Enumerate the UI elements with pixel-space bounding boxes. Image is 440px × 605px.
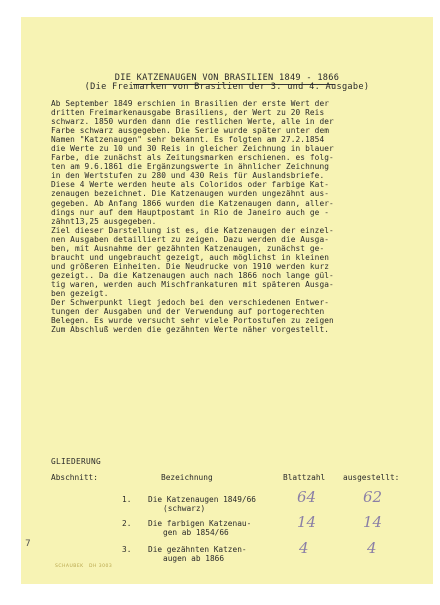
body-line: Namen "Katzenaugen" sehr bekannt. Es folgten am 27.2.1854 <box>51 135 325 145</box>
body-line: in den Wertstufen zu 280 und 430 Reis für Auslandsbriefe. <box>51 171 325 181</box>
handwritten-ausgestellt: 62 <box>363 488 383 506</box>
body-line: Farbe, die zunächst als Zeitungsmarken erschienen. es folg- <box>51 153 334 163</box>
body-line: gegeben. Ab Anfang 1866 wurden die Katzenaugen dann, aller- <box>51 198 334 208</box>
section-heading: GLIEDERUNG <box>51 457 101 466</box>
margin-mark: 7 <box>25 539 31 549</box>
body-line: die Werte zu 10 und 30 Reis in gleicher Zeichnung in blauer <box>51 144 334 154</box>
body-line: gezeigt.. Da die Katzenaugen auch nach 1866 noch lange gül- <box>51 270 334 280</box>
page-title: DIE KATZENAUGEN VON BRASILIEN 1849 - 1866 <box>114 73 340 83</box>
sheet-code: DH 3003 <box>89 564 113 569</box>
body-line: Farbe schwarz ausgegeben. Die Serie wurde später unter dem <box>51 126 330 136</box>
handwritten-blattzahl: 4 <box>299 539 309 557</box>
row-description-cont: gen ab 1854/66 <box>163 528 229 537</box>
column-header-blattzahl: Blattzahl <box>283 473 326 482</box>
body-line: ben, mit Ausnahme der gezähnten Katzenaugen, zunächst ge- <box>51 243 325 253</box>
page-subtitle: (Die Freimarken von Brasilien der 3. und 4. Ausgabe) <box>84 82 370 92</box>
handwritten-blattzahl: 64 <box>297 488 317 506</box>
body-line: ben gezeigt. <box>51 288 109 298</box>
album-page <box>21 17 433 584</box>
body-line: Belegen. Es wurde versucht sehr viele Portostufen zu zeigen <box>51 316 334 326</box>
body-line: schwarz. 1850 wurden dann die restlichen Werte, alle in der <box>51 117 334 127</box>
body-line: zähnt13,25 ausgegeben. <box>51 216 157 226</box>
row-description-cont: (schwarz) <box>163 504 206 513</box>
body-line: Der Schwerpunkt liegt jedoch bei den verschiedenen Entwer- <box>51 298 330 308</box>
handwritten-ausgestellt: 14 <box>363 513 383 531</box>
column-header-bezeichnung: Bezeichnung <box>161 473 213 482</box>
body-line: Ziel dieser Darstellung ist es, die Katzenaugen der einzel- <box>51 225 334 235</box>
row-number: 1. <box>122 495 132 504</box>
row-description: Die Katzenaugen 1849/66 <box>148 495 256 504</box>
row-description: Die farbigen Katzenau- <box>148 519 252 528</box>
body-line: ten am 9.6.1861 die Ergänzungswerte in ähnlicher Zeichnung <box>51 162 330 172</box>
body-line: zenaugen bezeichnet. Die Katzenaugen wurden ungezähnt aus- <box>51 189 330 199</box>
column-header-ausgestellt: ausgestellt: <box>343 473 400 482</box>
body-line: tig waren, werden auch Mischfrankaturen mit späteren Ausga- <box>51 279 334 289</box>
body-line: nen Ausgaben detailliert zu zeigen. Dazu werden die Ausga- <box>51 234 330 244</box>
body-line: Ab September 1849 erschien in Brasilien der erste Wert der <box>51 99 330 108</box>
row-number: 2. <box>122 519 132 528</box>
handwritten-blattzahl: 14 <box>297 513 317 531</box>
body-line: braucht und ungebraucht gezeigt, auch möglichst in kleinen <box>51 252 330 262</box>
body-line: Diese 4 Werte werden heute als Coloridos oder farbige Kat- <box>51 180 330 190</box>
row-number: 3. <box>122 545 132 554</box>
column-header-abschnitt: Abschnitt: <box>51 473 98 482</box>
body-line: und größeren Einheiten. Die Neudrucke von 1910 werden kurz <box>51 261 330 271</box>
body-line: Zum Abschluß werden die gezähnten Werte näher vorgestellt. <box>51 325 330 335</box>
row-description: Die gezähnten Katzen- <box>148 545 247 554</box>
body-line: dings nur auf dem Hauptpostamt in Rio de Janeiro auch ge - <box>51 207 330 217</box>
publisher-imprint: SCHAUBEK <box>55 564 84 569</box>
body-text <box>51 99 413 334</box>
body-line: dritten Freimarkenausgabe Brasiliens, der Wert zu 20 Reis <box>51 108 325 118</box>
row-description-cont: augen ab 1866 <box>163 554 225 563</box>
body-line: tungen der Ausgaben und der Verwendung auf portogerechten <box>51 307 325 317</box>
handwritten-ausgestellt: 4 <box>367 539 377 557</box>
